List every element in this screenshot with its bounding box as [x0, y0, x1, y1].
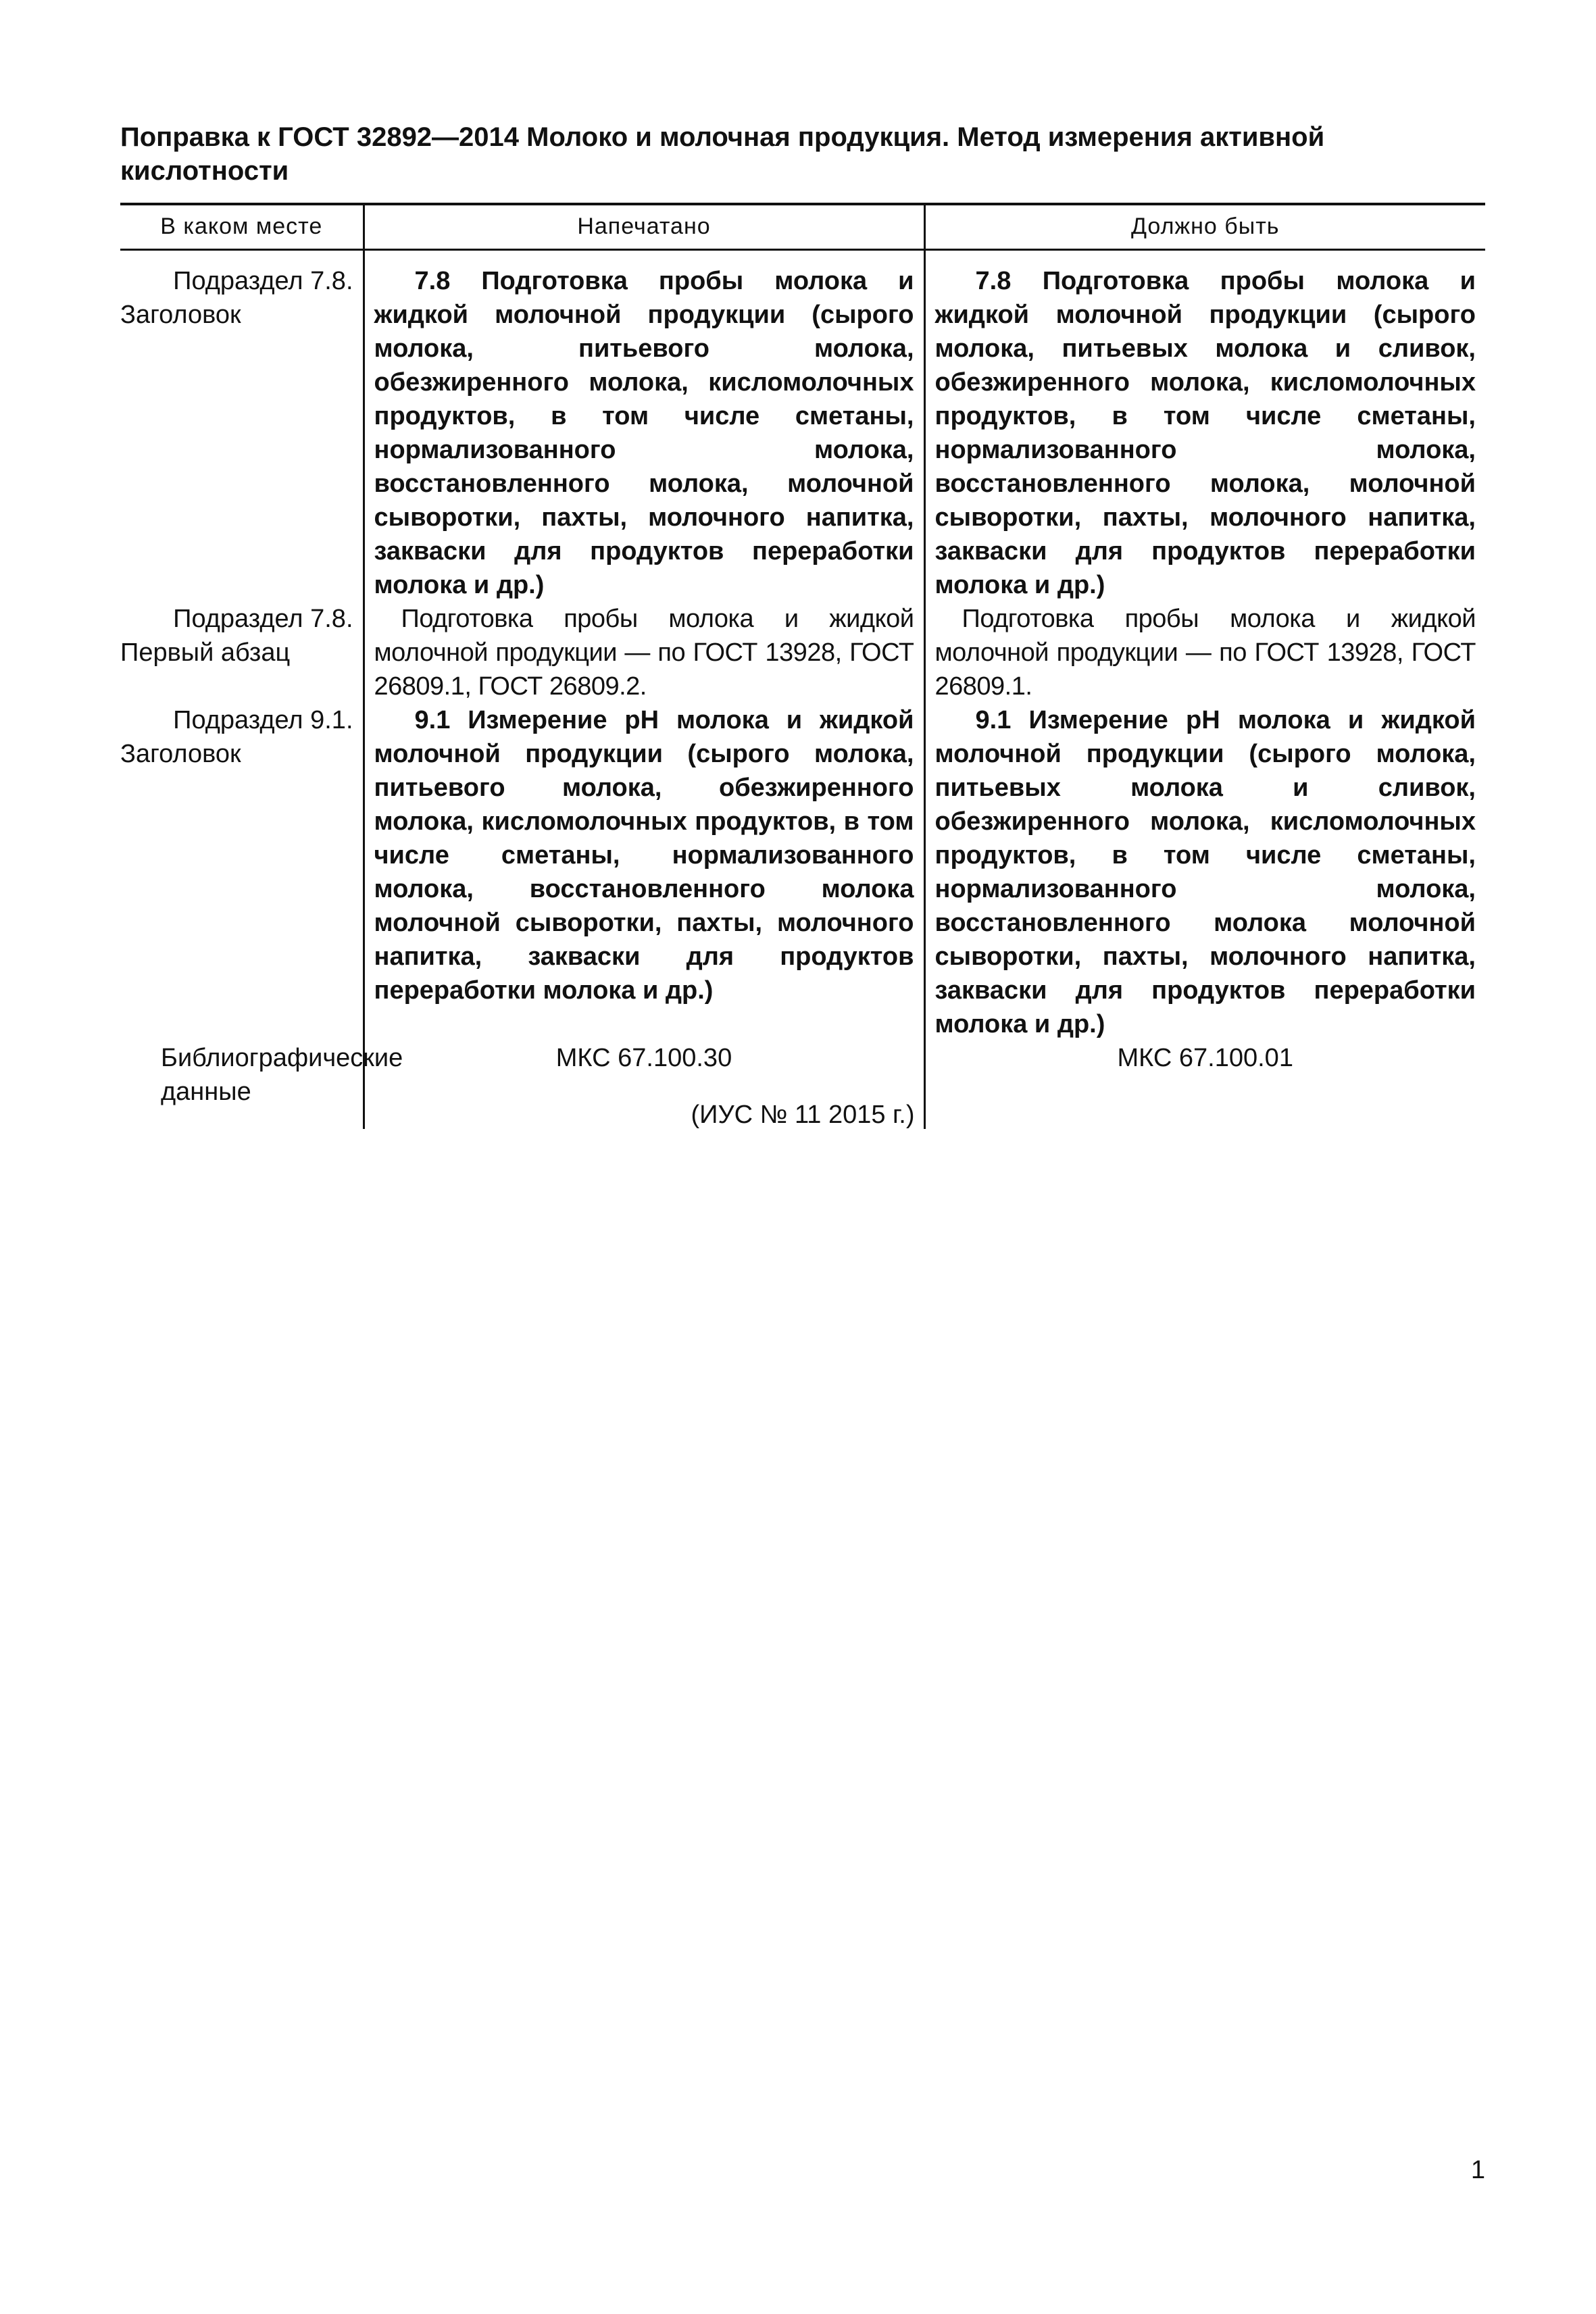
page-number: 1: [1470, 2156, 1485, 2184]
table-row: [120, 602, 1485, 703]
place-section: Библиографические данные: [161, 1044, 403, 1106]
place-section: Подраздел 7.8.: [173, 267, 353, 295]
page-title: Поправка к ГОСТ 32892—2014 Молоко и молочная продукция. Метод измерения активной кислотности: [120, 122, 1325, 186]
table-row: [120, 703, 1485, 1041]
column-header-place: В каком месте: [120, 204, 364, 250]
place-cell: [120, 250, 364, 603]
printed-cell: МКС 67.100.30: [364, 1041, 924, 1129]
should-be-cell: 9.1 Измерение pH молока и жидкой молочной продукции (сырого молока, питьевых молока и сливок, обезжиренного молока, кисломолочных продуктов, в том числе сметаны, нормализованного молока, восстановленного молока молочной сыворотки, пахты, молочного напитка, закваски для продуктов переработки молока и др.): [934, 706, 1476, 1038]
source-note: (ИУС № 11 2015 г.): [691, 1101, 915, 1129]
printed-cell: 7.8 Подготовка пробы молока и жидкой молочной продукции (сырого молока, питьевого молока, обезжиренного молока, кисломолочных продуктов, в том числе сметаны, нормализованного молока, восстановленного молока, молочной сыворотки, пахты, молочного напитка, закваски для продуктов переработки молока и др.): [364, 250, 924, 603]
amendment-table: [120, 203, 1485, 1129]
place-cell: [120, 703, 364, 1041]
table-row: [120, 250, 1485, 603]
printed-cell: 9.1 Измерение pH молока и жидкой молочной продукции (сырого молока, питьевого молока, обезжиренного молока, кисломолочных продуктов, в том числе сметаны, нормализованного молока, восстановленного молока молочной сыворотки, пахты, молочного напитка, закваски для продуктов переработки молока и др.): [364, 703, 924, 1041]
column-header-should-be: Должно быть: [924, 204, 1485, 250]
place-item: Первый абзац: [120, 638, 291, 667]
table-header-row: [120, 204, 1485, 250]
place-item: Заголовок: [120, 301, 241, 329]
should-be-cell: 7.8 Подготовка пробы молока и жидкой молочной продукции (сырого молока, питьевых молока и сливок, обезжиренного молока, кисломолочных продуктов, в том числе сметаны, нормализованного молока, восстановленного молока, молочной сыворотки, пахты, молочного напитка, закваски для продуктов переработки молока и др.): [934, 267, 1476, 599]
should-be-cell: Подготовка пробы молока и жидкой молочной продукции — по ГОСТ 13928, ГОСТ 26809.1.: [934, 605, 1476, 701]
place-cell: [120, 602, 364, 703]
place-item: Заголовок: [120, 740, 241, 768]
printed-cell: Подготовка пробы молока и жидкой молочной продукции — по ГОСТ 13928, ГОСТ 26809.1, ГОСТ 26809.2.: [364, 602, 924, 703]
place-section: Подраздел 9.1.: [173, 706, 353, 734]
column-header-printed: Напечатано: [364, 204, 924, 250]
should-be-cell: МКС 67.100.01: [1117, 1044, 1293, 1072]
place-section: Подраздел 7.8.: [173, 605, 353, 633]
